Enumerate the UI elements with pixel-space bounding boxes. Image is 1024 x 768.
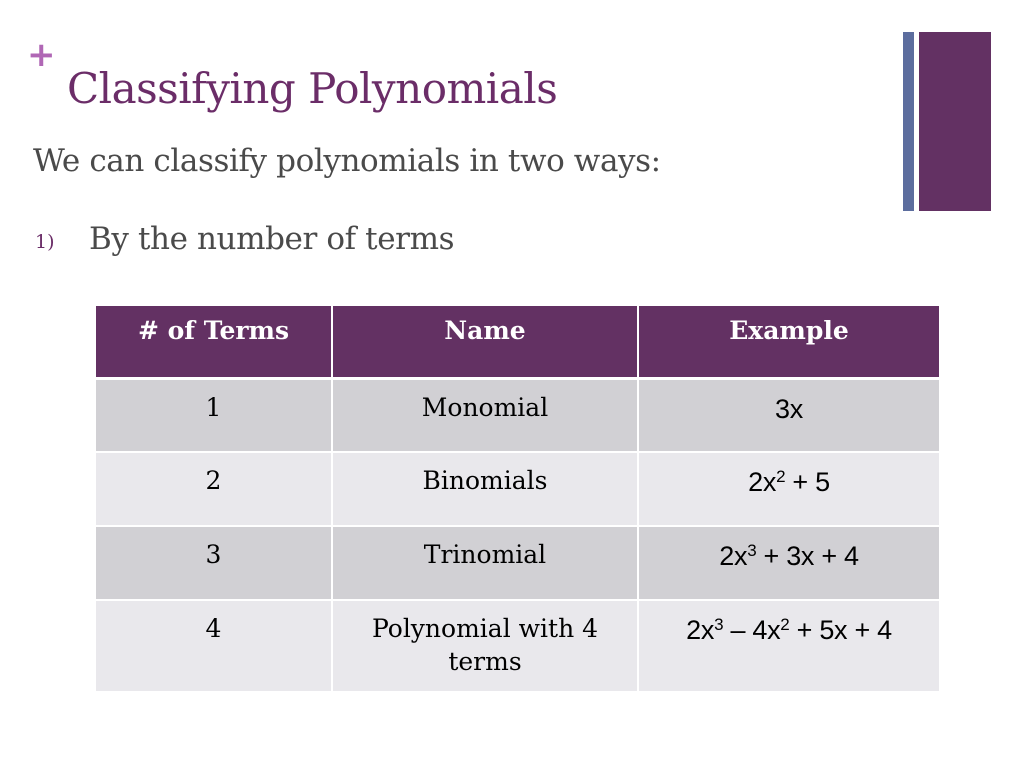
cell-num-terms: 4 [96, 600, 332, 692]
expression-term: – 4x [723, 615, 781, 645]
cell-name: Trinomial [332, 526, 638, 600]
classification-table [96, 306, 939, 693]
cell-name: Monomial [332, 378, 638, 452]
exponent: 3 [714, 615, 724, 634]
cell-name: Binomials [332, 452, 638, 526]
table-header-row [96, 306, 939, 378]
table-row [96, 526, 939, 600]
expression-term: 2x [686, 615, 715, 645]
table-row [96, 600, 939, 692]
cell-example [638, 452, 939, 526]
table-row [96, 452, 939, 526]
accent-bar-thick [919, 32, 991, 211]
expression-term: + 5x + 4 [789, 615, 892, 645]
expression-term: + 5 [785, 467, 830, 497]
accent-bar-thin [903, 32, 914, 211]
table-row [96, 378, 939, 452]
intro-text: We can classify polynomials in two ways: [33, 143, 661, 179]
expression-term: 3x [775, 393, 803, 424]
header-name: Name [332, 306, 638, 378]
exponent: 2 [776, 467, 786, 486]
expression-term: 2x [719, 541, 748, 571]
cell-example [638, 600, 939, 692]
exponent: 3 [747, 541, 757, 560]
header-num-terms: # of Terms [96, 306, 332, 378]
cell-num-terms: 2 [96, 452, 332, 526]
list-item-text: By the number of terms [89, 221, 455, 257]
expression-term: 2x [748, 467, 777, 497]
plus-icon: + [27, 35, 56, 75]
header-example: Example [638, 306, 939, 378]
expression-term: + 3x + 4 [756, 541, 859, 571]
cell-num-terms: 1 [96, 378, 332, 452]
list-item-number: 1) [35, 231, 55, 253]
cell-num-terms: 3 [96, 526, 332, 600]
cell-example [638, 526, 939, 600]
slide-title: Classifying Polynomials [67, 64, 558, 113]
exponent: 2 [780, 615, 790, 634]
cell-example [638, 378, 939, 452]
cell-name: Polynomial with 4 terms [332, 600, 638, 692]
